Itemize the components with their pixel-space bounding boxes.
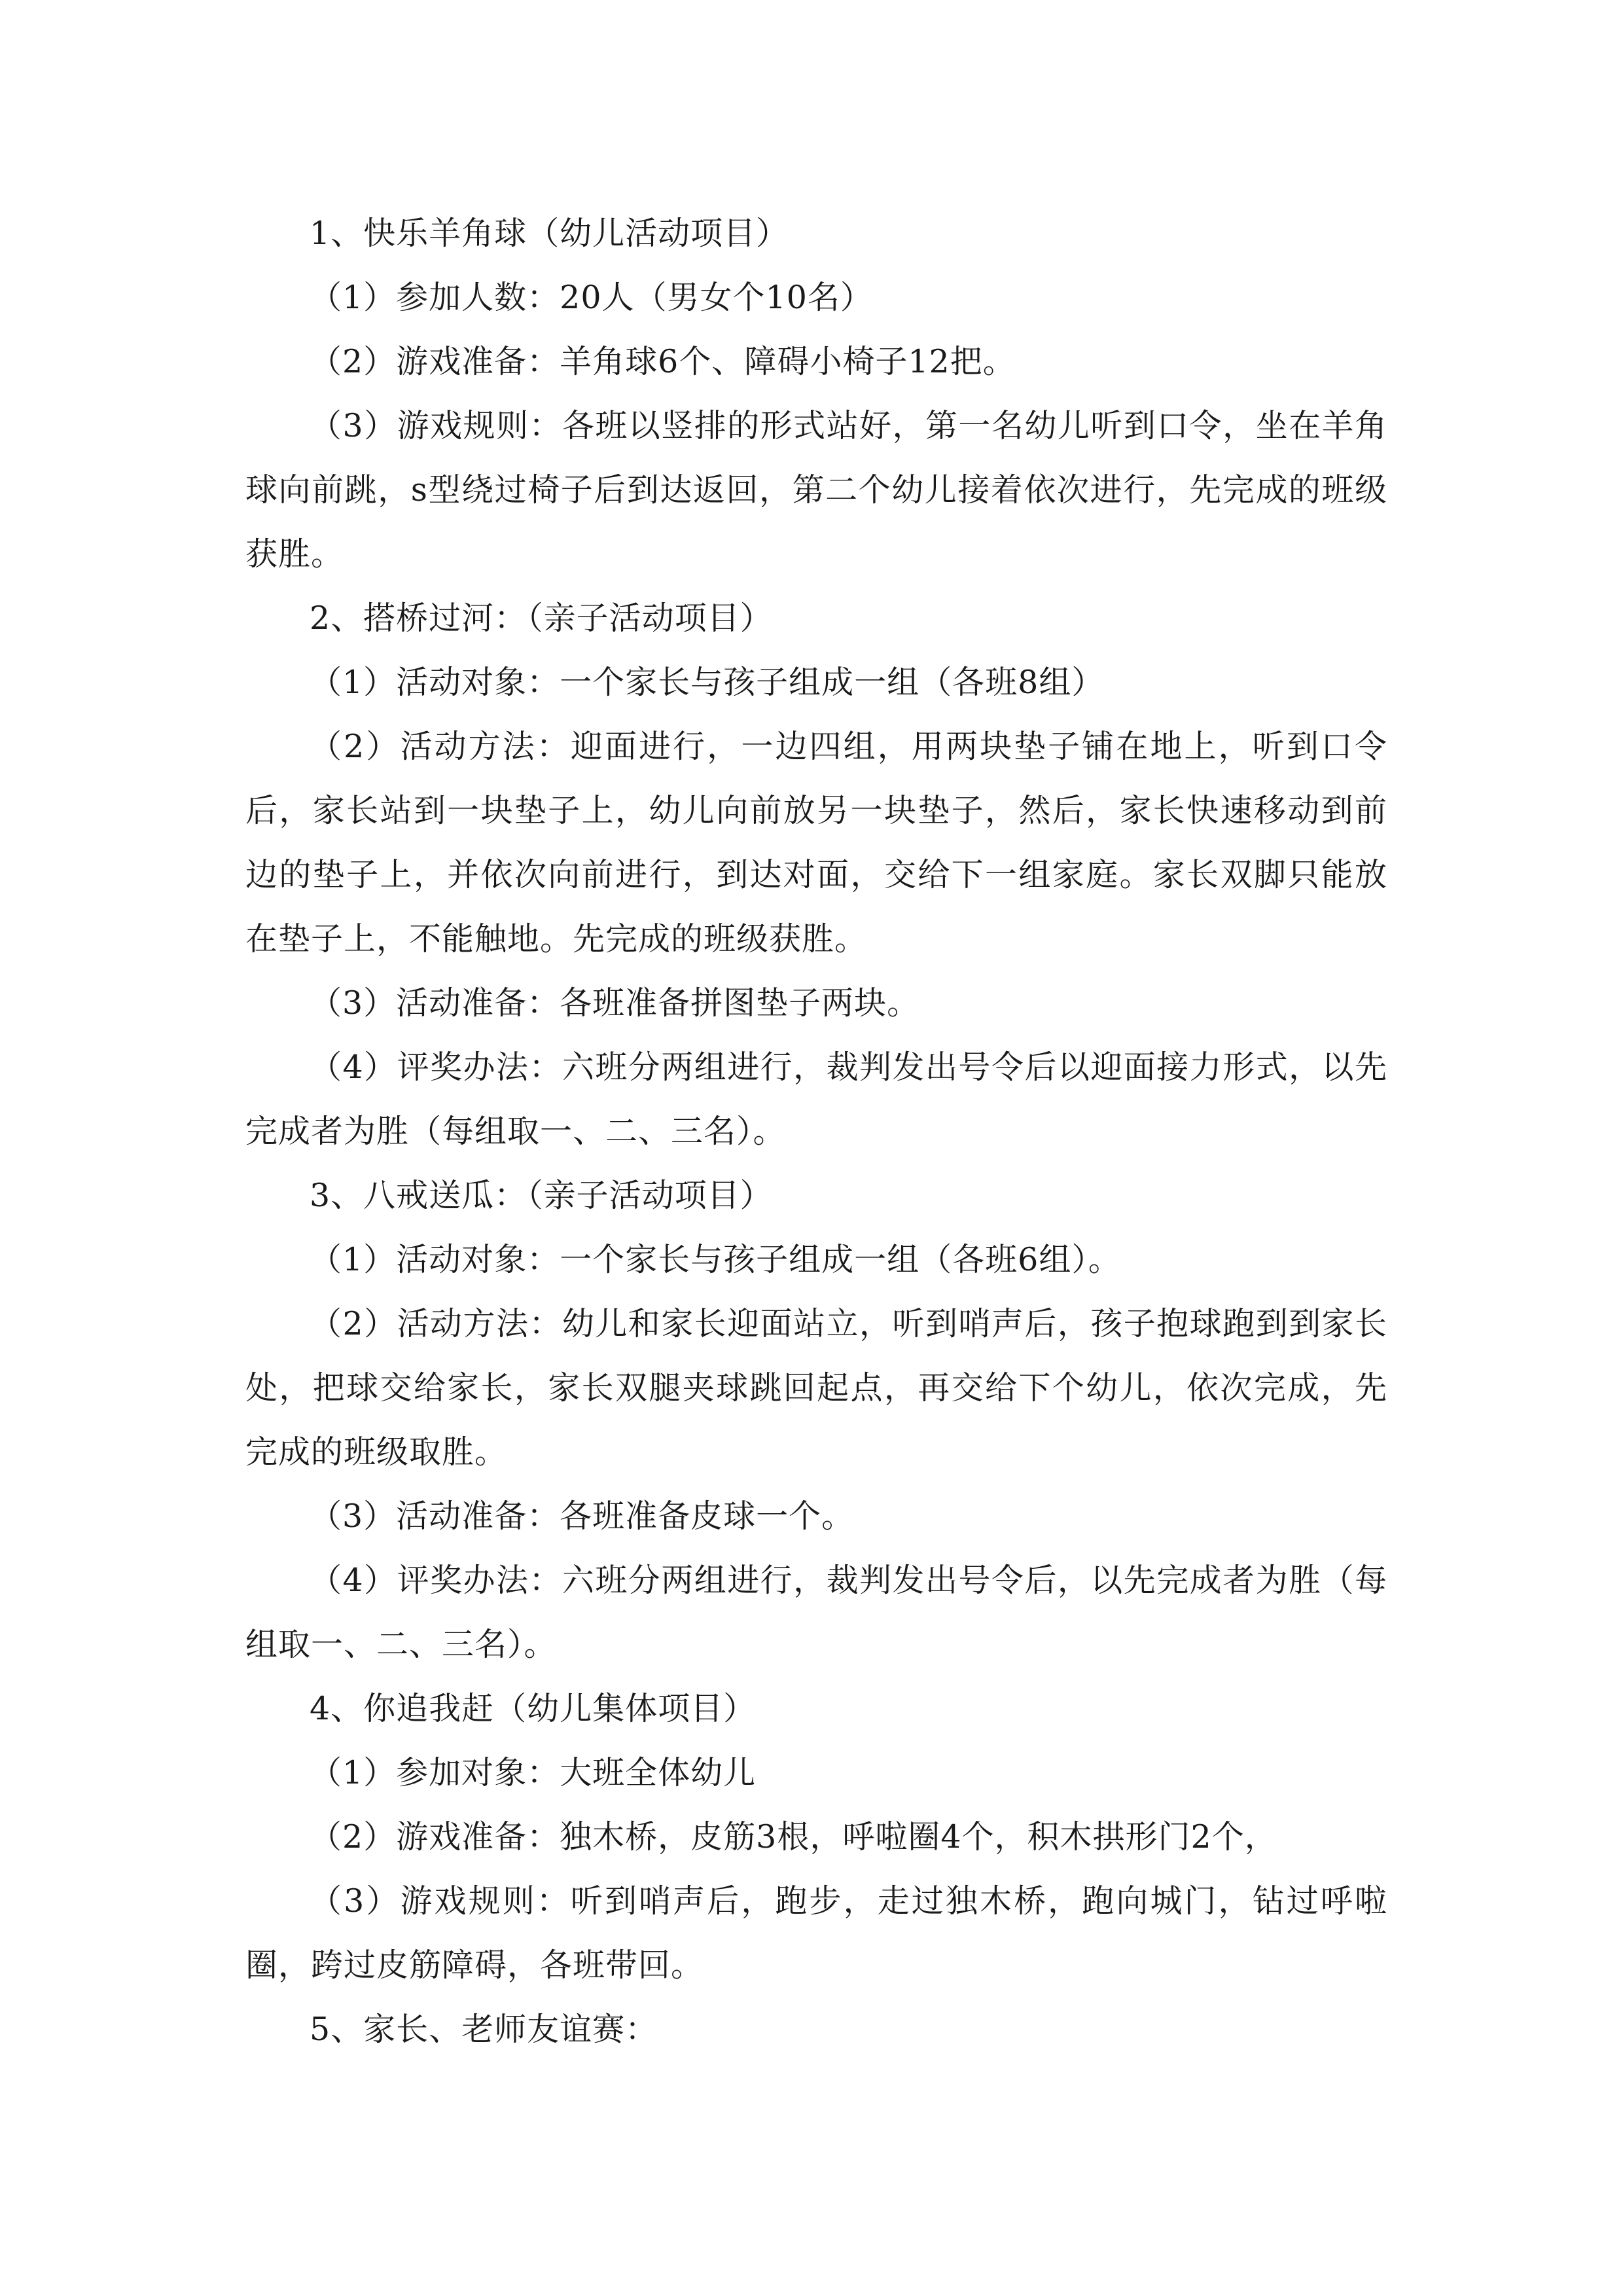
paragraph: （1）参加人数：20人（男女个10名）: [310, 279, 873, 316]
paragraph: （3）活动准备：各班准备皮球一个。: [310, 1498, 855, 1535]
section-heading-2: 2、搭桥过河：（亲子活动项目）: [310, 600, 773, 637]
paragraph: （3）游戏规则：听到哨声后，跑步，走过独木桥，跑向城门，钻过呼啦圈，跨过皮筋障碍，各班带回。: [245, 1882, 1387, 1984]
paragraph: （1）活动对象：一个家长与孩子组成一组（各班6组）。: [310, 1241, 1121, 1278]
section-heading-5: 5、家长、老师友谊赛：: [310, 2011, 658, 2048]
paragraph: （4）评奖办法：六班分两组进行，裁判发出号令后以迎面接力形式，以先完成者为胜（每组取一、二、三名）。: [245, 1049, 1387, 1150]
paragraph: （2）活动方法：迎面进行，一边四组，用两块垫子铺在地上，听到口令后，家长站到一块垫子上，幼儿向前放另一块垫子，然后，家长快速移动到前边的垫子上，并依次向前进行，到达对面，交给下一组家庭。家长双脚只能放在垫子上，不能触地。先完成的班级获胜。: [245, 728, 1387, 958]
paragraph: （1）参加对象：大班全体幼儿: [310, 1754, 757, 1791]
paragraph: （1）活动对象：一个家长与孩子组成一组（各班8组）: [310, 664, 1105, 701]
section-heading-3: 3、八戒送瓜：（亲子活动项目）: [310, 1177, 773, 1214]
paragraph: （2）游戏准备：羊角球6个、障碍小椅子12把。: [310, 343, 1016, 380]
section-heading-1: 1、快乐羊角球（幼儿活动项目）: [310, 215, 789, 252]
paragraph: （2）活动方法：幼儿和家长迎面站立，听到哨声后，孩子抱球跑到到家长处，把球交给家长，家长双腿夹球跳回起点，再交给下个幼儿，依次完成，先完成的班级取胜。: [245, 1305, 1387, 1471]
paragraph: （3）活动准备：各班准备拼图垫子两块。: [310, 984, 920, 1022]
document-body: [245, 202, 1387, 2062]
paragraph: （2）游戏准备：独木桥，皮筋3根，呼啦圈4个，积木拱形门2个，: [310, 1818, 1277, 1856]
section-heading-4: 4、你追我赶（幼儿集体项目）: [310, 1690, 757, 1727]
paragraph: （4）评奖办法：六班分两组进行，裁判发出号令后，以先完成者为胜（每组取一、二、三名）。: [245, 1562, 1387, 1663]
paragraph: （3）游戏规则：各班以竖排的形式站好，第一名幼儿听到口令，坐在羊角球向前跳，s型绕过椅子后到达返回，第二个幼儿接着依次进行，先完成的班级获胜。: [245, 407, 1387, 573]
